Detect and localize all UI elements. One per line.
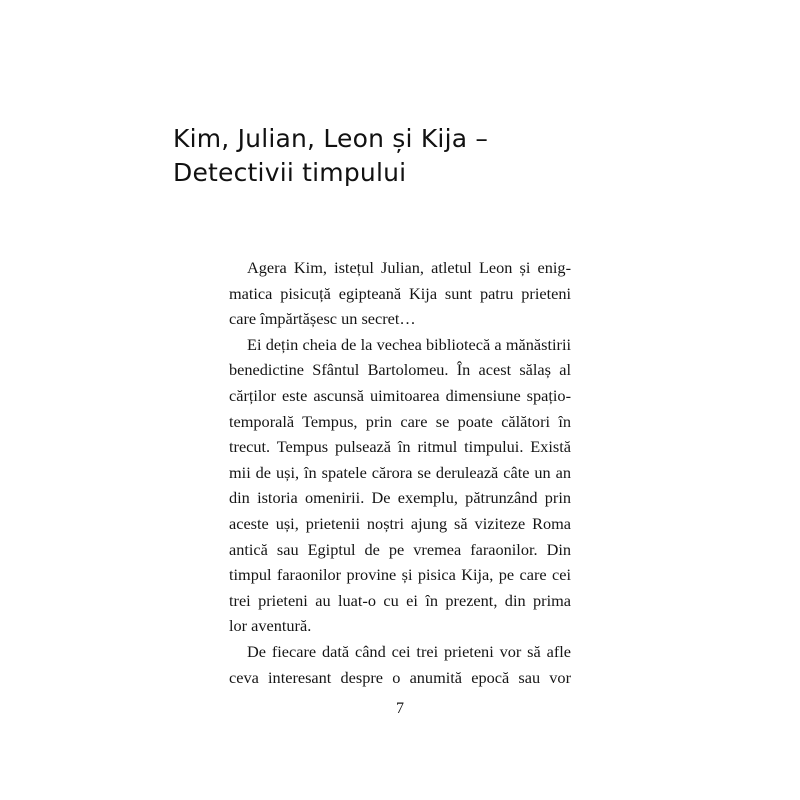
chapter-title xyxy=(173,122,633,190)
text-line: din istoria omenirii. De exemplu, pătrunzând prin xyxy=(229,488,571,508)
chapter-title-line-1: Kim, Julian, Leon și Kija – xyxy=(173,124,489,153)
page-number: 7 xyxy=(396,700,404,717)
text-line: aceste uși, prietenii noștri ajung să viziteze Roma xyxy=(229,513,571,533)
paragraph-2 xyxy=(229,332,571,639)
text-line: mii de uși, în spatele cărora se derulează câte un an xyxy=(229,462,571,482)
text-line: Agera Kim, istețul Julian, atletul Leon și enig- xyxy=(247,258,571,277)
text-line: timpul faraonilor provine și pisica Kija, pe care cei xyxy=(229,565,571,585)
text-line: trecut. Tempus pulsează în ritmul timpului. Există xyxy=(229,437,571,457)
text-line: lor aventură. xyxy=(229,616,312,636)
chapter-title-line-2: Detectivii timpului xyxy=(173,158,407,187)
text-line: care împărtășesc un secret… xyxy=(229,309,416,329)
text-line: ceva interesant despre o anumită epocă sau vor xyxy=(229,667,571,687)
text-line: trei prieteni au luat-o cu ei în prezent, din prima xyxy=(229,590,571,610)
text-line: antică sau Egiptul de pe vremea faraonilor. Din xyxy=(229,539,571,559)
paragraph-1 xyxy=(229,255,571,332)
text-line: Ei dețin cheia de la vechea bibliotecă a mănăstirii xyxy=(247,334,571,354)
text-line: cărților este ascunsă uimitoarea dimensiune spațio- xyxy=(229,385,571,405)
body-text xyxy=(229,255,571,690)
text-line: temporală Tempus, prin care se poate călători în xyxy=(229,411,571,431)
paragraph-3 xyxy=(229,639,571,690)
text-line: De fiecare dată când cei trei prieteni vor să afle xyxy=(247,641,571,661)
text-line: matica pisicuță egipteană Kija sunt patru prieteni xyxy=(229,283,571,303)
text-line: benedictine Sfântul Bartolomeu. În acest sălaș al xyxy=(229,360,571,380)
